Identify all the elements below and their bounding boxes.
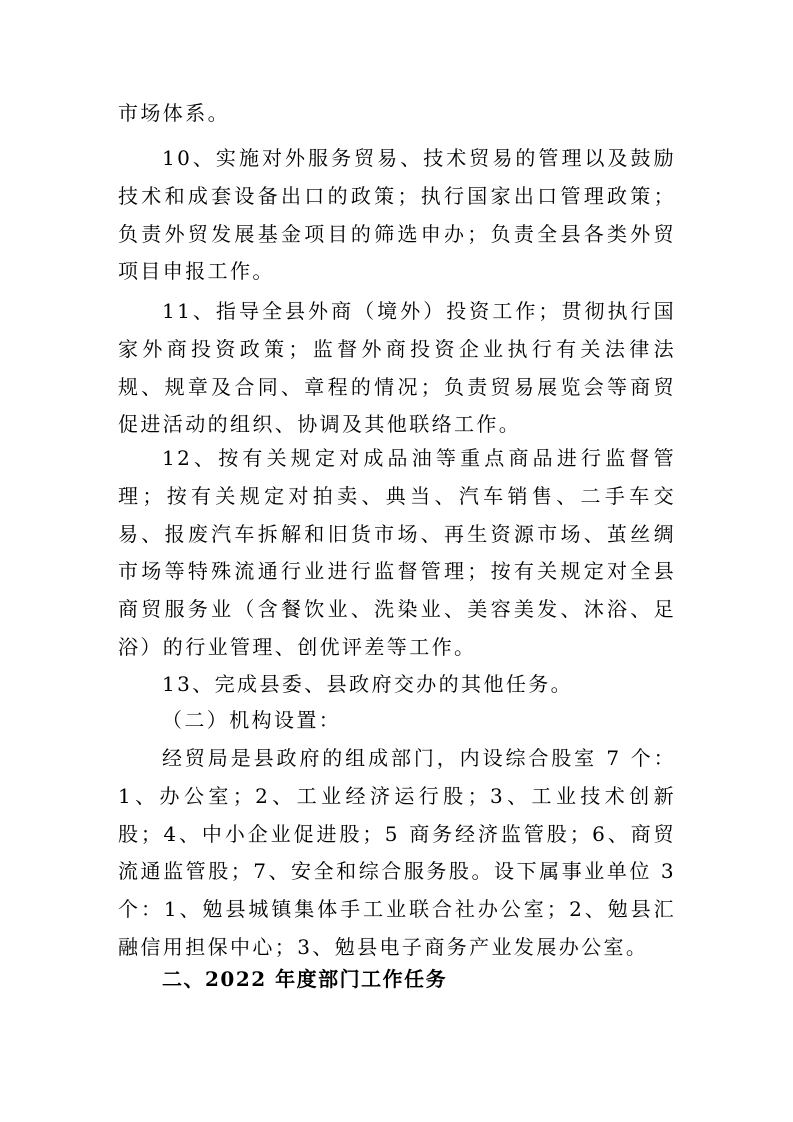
paragraph-market-system: 市场体系。: [118, 101, 230, 125]
paragraph-item-12: 12、按有关规定对成品油等重点商品进行监督管理；按有关规定对拍卖、典当、汽车销售、二手车交易、报废汽车拆解和旧货市场、再生资源市场、茧丝绸市场等特殊流通行业进行监督管理；按有关规定对全县商贸服务业（含餐饮业、洗染业、美容美发、沐浴、足浴）的行业管理、创优评差等工作。: [118, 446, 676, 659]
paragraph-item-10: 10、实施对外服务贸易、技术贸易的管理以及鼓励技术和成套设备出口的政策；执行国家出口管理政策；负责外贸发展基金项目的筛选申办；负责全县各类外贸项目申报工作。: [118, 146, 676, 284]
paragraph-item-13: 13、完成县委、县政府交办的其他任务。: [162, 672, 574, 696]
paragraph-item-11: 11、指导全县外商（境外）投资工作；贯彻执行国家外商投资政策；监督外商投资企业执行有关法律法规、规章及合同、章程的情况；负责贸易展览会等商贸促进活动的组织、协调及其他联络工作。: [118, 299, 676, 437]
paragraph-organization: 经贸局是县政府的组成部门，内设综合股室 7 个：1、办公室；2、工业经济运行股；3、工业技术创新股；4、中小企业促进股；5 商务经济监管股；6、商贸流通监管股；7、安全和综合服务股。设下属事业单位 3 个：1、勉县城镇集体手工业联合社办公室；2、勉县汇融信用担保中心；3、勉县电子商务产业发展办公室。: [118, 746, 676, 959]
section-heading-2022-tasks: 二、2022 年度部门工作任务: [162, 967, 448, 991]
subheading-organization: （二）机构设置：: [162, 708, 342, 732]
